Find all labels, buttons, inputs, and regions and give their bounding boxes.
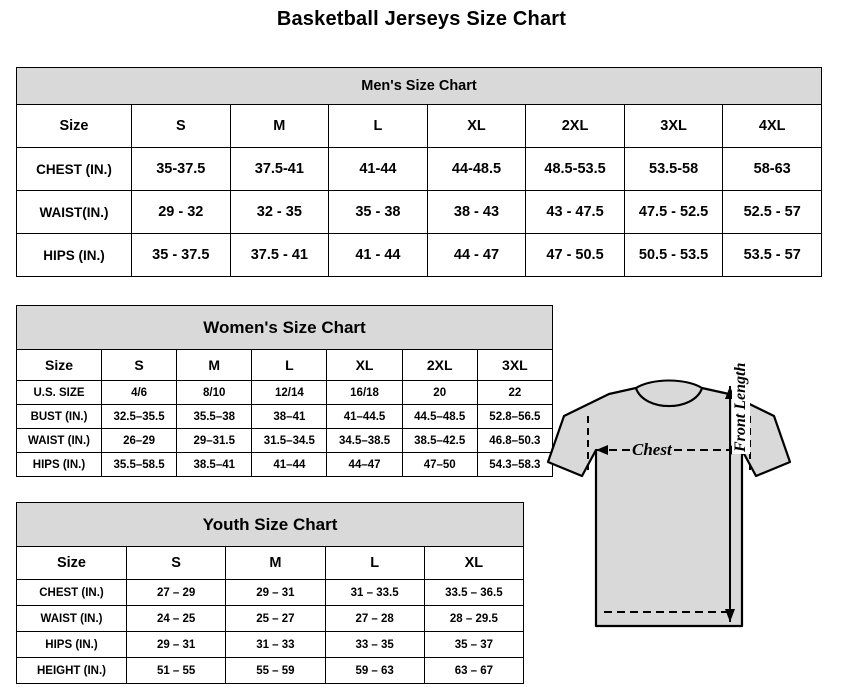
table-row — [17, 632, 524, 658]
womens-header-5: 2XL — [402, 350, 477, 381]
womens-cell-2-4: 38.5–42.5 — [402, 429, 477, 453]
womens-cell-3-1: 38.5–41 — [177, 453, 252, 477]
womens-size-chart-table — [16, 305, 553, 477]
womens-cell-1-4: 44.5–48.5 — [402, 405, 477, 429]
youth-cell-3-1: 55 – 59 — [226, 658, 325, 684]
table-row — [17, 381, 553, 405]
table-row — [17, 148, 822, 191]
womens-cell-3-3: 44–47 — [327, 453, 402, 477]
womens-row-label-2: WAIST (IN.) — [17, 429, 102, 453]
womens-row-label-1: BUST (IN.) — [17, 405, 102, 429]
youth-cell-0-0: 27 – 29 — [127, 580, 226, 606]
youth-cell-1-2: 27 – 28 — [325, 606, 424, 632]
womens-cell-3-4: 47–50 — [402, 453, 477, 477]
youth-row-label-1: WAIST (IN.) — [17, 606, 127, 632]
mens-cell-1-2: 35 - 38 — [329, 191, 428, 234]
mens-cell-1-5: 47.5 - 52.5 — [624, 191, 723, 234]
womens-row-label-0: U.S. SIZE — [17, 381, 102, 405]
front-length-measure-label: Front Length — [732, 362, 749, 452]
shirt-measurement-diagram — [534, 354, 834, 674]
table-row — [17, 580, 524, 606]
mens-row-label-2: HIPS (IN.) — [17, 234, 132, 277]
womens-banner: Women's Size Chart — [17, 306, 553, 350]
womens-header-6: 3XL — [477, 350, 552, 381]
mens-cell-0-6: 58-63 — [723, 148, 822, 191]
page-title: Basketball Jerseys Size Chart — [276, 8, 567, 30]
mens-size-chart-table — [16, 67, 822, 277]
youth-banner: Youth Size Chart — [17, 503, 524, 547]
mens-cell-1-1: 32 - 35 — [230, 191, 329, 234]
mens-header-3: L — [329, 105, 428, 148]
table-header-row — [17, 105, 822, 148]
womens-cell-3-2: 41–44 — [252, 453, 327, 477]
womens-cell-1-5: 52.8–56.5 — [477, 405, 552, 429]
table-row — [17, 658, 524, 684]
womens-cell-2-0: 26–29 — [102, 429, 177, 453]
youth-cell-1-3: 28 – 29.5 — [424, 606, 523, 632]
youth-header-4: XL — [424, 547, 523, 580]
mens-row-label-1: WAIST(IN.) — [17, 191, 132, 234]
youth-row-label-2: HIPS (IN.) — [17, 632, 127, 658]
youth-header-0: Size — [17, 547, 127, 580]
chest-measure-label: Chest — [632, 440, 672, 459]
womens-cell-2-5: 46.8–50.3 — [477, 429, 552, 453]
mens-header-1: S — [132, 105, 231, 148]
mens-cell-0-4: 48.5-53.5 — [526, 148, 625, 191]
youth-cell-0-2: 31 – 33.5 — [325, 580, 424, 606]
table-row — [17, 453, 553, 477]
table-banner-row — [17, 306, 553, 350]
youth-cell-3-3: 63 – 67 — [424, 658, 523, 684]
mens-cell-2-1: 37.5 - 41 — [230, 234, 329, 277]
mens-header-2: M — [230, 105, 329, 148]
mens-cell-0-3: 44-48.5 — [427, 148, 526, 191]
womens-header-4: XL — [327, 350, 402, 381]
youth-cell-0-1: 29 – 31 — [226, 580, 325, 606]
mens-banner: Men's Size Chart — [17, 68, 822, 105]
youth-cell-3-0: 51 – 55 — [127, 658, 226, 684]
youth-header-1: S — [127, 547, 226, 580]
shirt-illustration-icon — [534, 354, 834, 674]
youth-size-chart-table — [16, 502, 524, 684]
mens-cell-0-0: 35-37.5 — [132, 148, 231, 191]
mens-header-5: 2XL — [526, 105, 625, 148]
mens-header-4: XL — [427, 105, 526, 148]
mens-cell-2-0: 35 - 37.5 — [132, 234, 231, 277]
womens-cell-0-5: 22 — [477, 381, 552, 405]
mens-cell-1-6: 52.5 - 57 — [723, 191, 822, 234]
womens-cell-0-1: 8/10 — [177, 381, 252, 405]
womens-cell-1-1: 35.5–38 — [177, 405, 252, 429]
table-header-row — [17, 350, 553, 381]
table-row — [17, 234, 822, 277]
womens-header-2: M — [177, 350, 252, 381]
womens-header-0: Size — [17, 350, 102, 381]
youth-cell-2-3: 35 – 37 — [424, 632, 523, 658]
mens-cell-2-2: 41 - 44 — [329, 234, 428, 277]
mens-cell-2-6: 53.5 - 57 — [723, 234, 822, 277]
womens-cell-0-0: 4/6 — [102, 381, 177, 405]
youth-cell-1-1: 25 – 27 — [226, 606, 325, 632]
table-header-row — [17, 547, 524, 580]
womens-cell-0-4: 20 — [402, 381, 477, 405]
table-row — [17, 191, 822, 234]
mens-row-label-0: CHEST (IN.) — [17, 148, 132, 191]
womens-cell-2-1: 29–31.5 — [177, 429, 252, 453]
youth-header-2: M — [226, 547, 325, 580]
womens-cell-1-0: 32.5–35.5 — [102, 405, 177, 429]
womens-cell-0-2: 12/14 — [252, 381, 327, 405]
mens-header-6: 3XL — [624, 105, 723, 148]
womens-row-label-3: HIPS (IN.) — [17, 453, 102, 477]
table-banner-row — [17, 503, 524, 547]
youth-cell-1-0: 24 – 25 — [127, 606, 226, 632]
mens-cell-0-2: 41-44 — [329, 148, 428, 191]
mens-cell-0-1: 37.5-41 — [230, 148, 329, 191]
youth-cell-2-1: 31 – 33 — [226, 632, 325, 658]
womens-cell-2-3: 34.5–38.5 — [327, 429, 402, 453]
mens-header-7: 4XL — [723, 105, 822, 148]
womens-cell-3-0: 35.5–58.5 — [102, 453, 177, 477]
table-row — [17, 606, 524, 632]
youth-header-3: L — [325, 547, 424, 580]
youth-cell-2-0: 29 – 31 — [127, 632, 226, 658]
mens-cell-2-3: 44 - 47 — [427, 234, 526, 277]
womens-header-1: S — [102, 350, 177, 381]
mens-cell-2-5: 50.5 - 53.5 — [624, 234, 723, 277]
table-row — [17, 405, 553, 429]
youth-cell-3-2: 59 – 63 — [325, 658, 424, 684]
mens-cell-0-5: 53.5-58 — [624, 148, 723, 191]
womens-cell-1-2: 38–41 — [252, 405, 327, 429]
womens-cell-1-3: 41–44.5 — [327, 405, 402, 429]
table-row — [17, 429, 553, 453]
womens-header-3: L — [252, 350, 327, 381]
mens-cell-1-3: 38 - 43 — [427, 191, 526, 234]
mens-cell-2-4: 47 - 50.5 — [526, 234, 625, 277]
youth-cell-0-3: 33.5 – 36.5 — [424, 580, 523, 606]
table-banner-row — [17, 68, 822, 105]
womens-cell-2-2: 31.5–34.5 — [252, 429, 327, 453]
youth-row-label-0: CHEST (IN.) — [17, 580, 127, 606]
mens-header-0: Size — [17, 105, 132, 148]
womens-cell-0-3: 16/18 — [327, 381, 402, 405]
mens-cell-1-4: 43 - 47.5 — [526, 191, 625, 234]
mens-cell-1-0: 29 - 32 — [132, 191, 231, 234]
youth-row-label-3: HEIGHT (IN.) — [17, 658, 127, 684]
youth-cell-2-2: 33 – 35 — [325, 632, 424, 658]
womens-cell-3-5: 54.3–58.3 — [477, 453, 552, 477]
